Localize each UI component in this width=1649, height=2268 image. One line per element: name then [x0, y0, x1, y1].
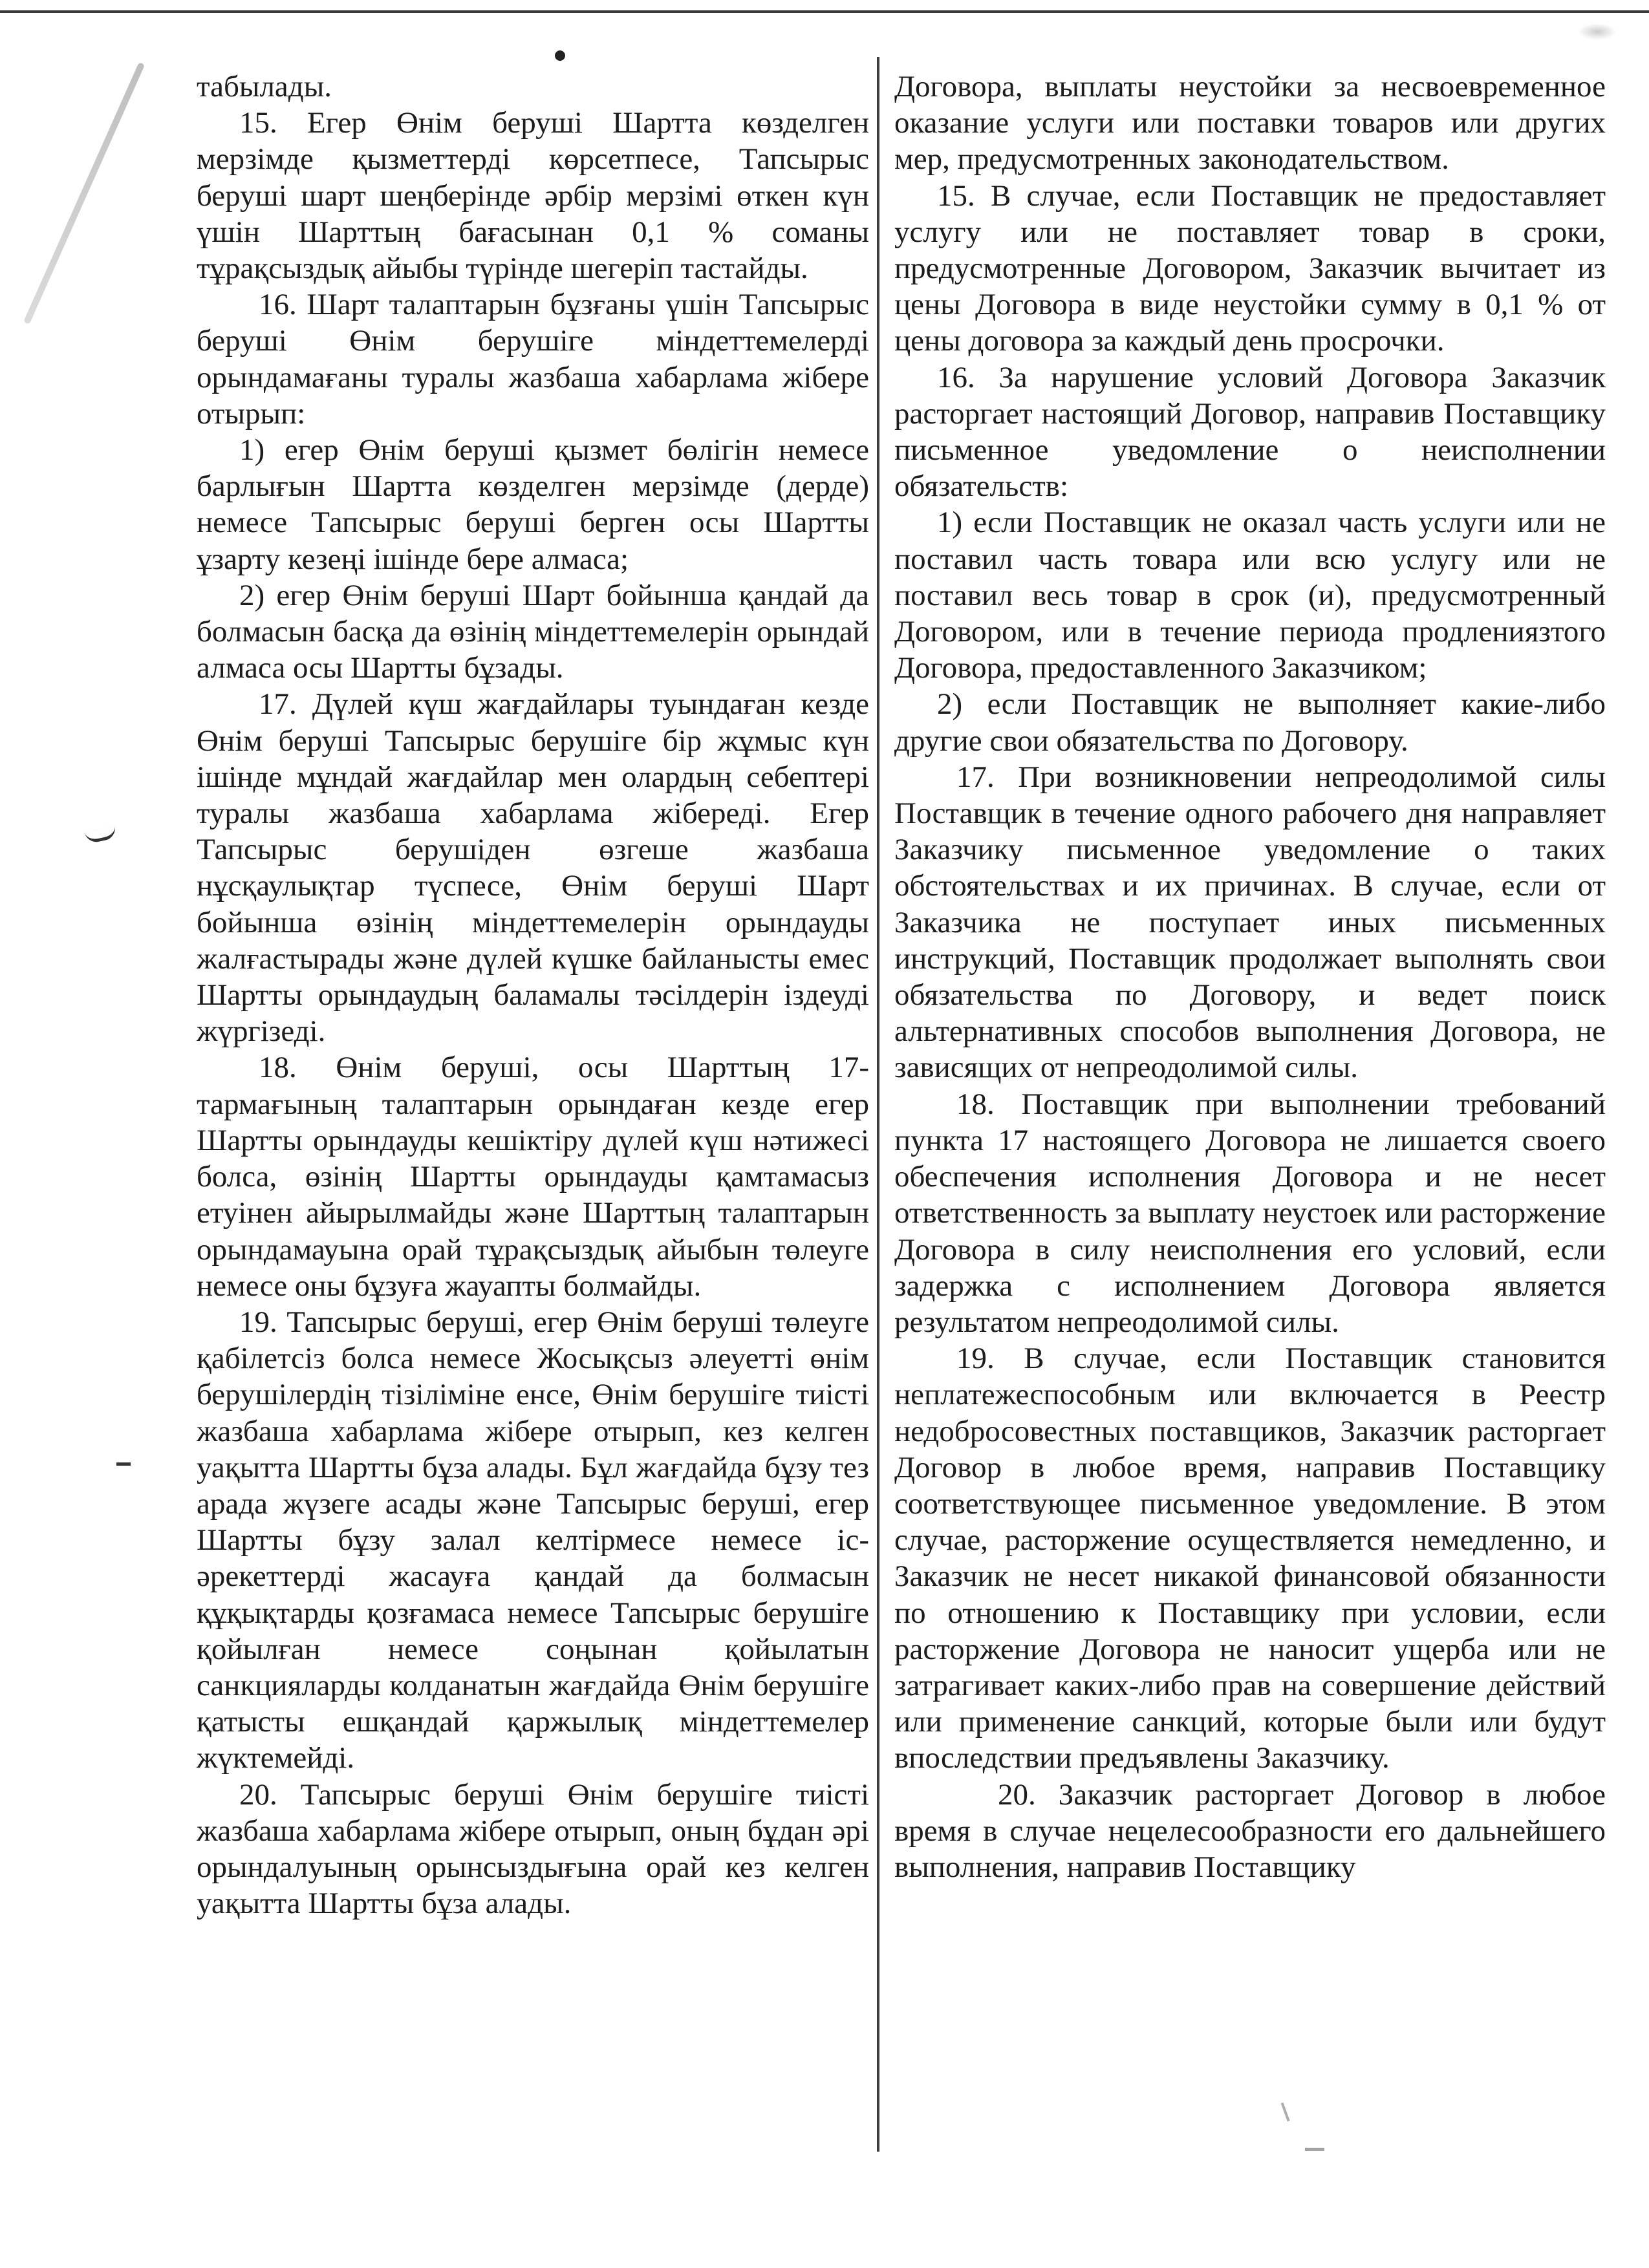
scan-dot-mark — [555, 50, 565, 61]
russian-paragraph: 18. Поставщик при выполнении требований пункта 17 настоящего Договора не лишается своего обеспечения исполнения Договора и не несет ответственность за выплату неустоек или расторжение Договора в силу неисполнения его условий, если задержка с исполнением Договора является результатом непреодолимой силы. — [894, 1087, 1606, 1339]
russian-paragraph: 1) если Поставщик не оказал часть услуги или не поставил часть товара или всю услугу или не поставил весь товар в срок (и), предусмотренный Договором, или в течение периода продлениязтого Договора, предоставленного Заказчиком; — [894, 506, 1606, 685]
scan-footer-mark — [1281, 2097, 1304, 2121]
russian-paragraph: Договора, выплаты неустойки за несвоевременное оказание услуги или поставки товаров или других мер, предусмотренных законодательством. — [894, 70, 1606, 177]
kazakh-paragraph: 1) егер Өнім беруші қызмет бөлігін немесе барлығын Шартта көзделген мерзімде (дерде) немесе Тапсырыс беруші берген осы Шартты ұзарту кезеңі ішінде бере алмаса; — [197, 433, 869, 576]
russian-text-column — [894, 69, 1606, 1885]
scan-footer-dash — [1305, 2148, 1324, 2151]
russian-paragraph: 16. За нарушение условий Договора Заказчик расторгает настоящий Договор, направив Поставщику письменное уведомление о неисполнении обязательств: — [894, 360, 1606, 504]
column-divider — [877, 57, 879, 2152]
scan-smudge — [1578, 23, 1617, 40]
russian-paragraph: 15. В случае, если Поставщик не предоставляет услугу или не поставляет товар в сроки, предусмотренные Договором, Заказчик вычитает из цены Договора в виде неустойки сумму в 0,1 % от цены договора за каждый день просрочки. — [894, 178, 1606, 358]
kazakh-paragraph: 17. Дүлей күш жағдайлары туындаған кезде Өнім беруші Тапсырыс берушіге бір жұмыс күн ішінде мұндай жағдайлар мен олардың себептері туралы жазбаша хабарлама жібереді. Егер Тапсырыс берушіден өзгеше жазбаша нұсқаулықтар түспесе, Өнім беруші Шарт бойынша өзінің міндеттемелерін орындауды жалғастырады және дүлей күшке байланысты емес Шартты орындаудың баламалы тәсілдерін іздеуді жүргізеді. — [197, 687, 869, 1049]
kazakh-paragraph: 16. Шарт талаптарын бұзғаны үшін Тапсырыс беруші Өнім берушіге міндеттемелерді орындамағаны туралы жазбаша хабарлама жібере отырып: — [197, 288, 869, 431]
russian-paragraph: 17. При возникновении непреодолимой силы Поставщик в течение одного рабочего дня направляет Заказчику письменное уведомление о таких обстоятельствах и их причинах. В случае, если от Заказчика не поступает иных письменных инструкций, Поставщик продолжает выполнять свои обязательства по Договору, и ведет поиск альтернативных способов выполнения Договора, не зависящих от непреодолимой силы. — [894, 760, 1606, 1085]
kazakh-paragraph: 20. Тапсырыс беруші Өнім берушіге тиісті жазбаша хабарлама жібере отырып, оның бұдан әрі орындалуының орынсыздығына орай кез келген уақытта Шартты бұза алады. — [197, 1777, 869, 1921]
russian-paragraph: 20. Заказчик расторгает Договор в любое время в случае нецелесообразности его дальнейшего выполнения, направив Поставщику — [894, 1777, 1606, 1884]
scan-scratch-mark — [23, 62, 145, 325]
kazakh-paragraph: 18. Өнім беруші, осы Шарттың 17-тармағының талаптарын орындаған кезде егер Шартты орындауды кешіктіру дүлей күш нәтижесі болса, өзінің Шартты орындауды қамтамасыз етуінен айырылмайды және Шарттың талаптарын орындамауына орай тұрақсыздық айыбын төлеуге немесе оны бұзуға жауапты болмайды. — [197, 1051, 869, 1303]
kazakh-paragraph: 15. Егер Өнім беруші Шартта көзделген мерзімде қызметтерді көрсетпесе, Тапсырыс беруші шарт шеңберінде әрбір мерзімі өткен күн үшін Шарттың бағасынан 0,1 % соманы тұрақсыздық айыбы түрінде шегеріп тастайды. — [197, 106, 869, 286]
russian-paragraph: 2) если Поставщик не выполняет какие-либо другие свои обязательства по Договору. — [894, 687, 1606, 758]
russian-paragraph: 19. В случае, если Поставщик становится неплатежеспособным или включается в Реестр недобросовестных поставщиков, Заказчик расторгает Договор в любое время, направив Поставщику соответствующее письменное уведомление. В этом случае, расторжение осуществляется немедленно, и Заказчик не несет никакой финансовой обязанности по отношению к Поставщику при условии, если расторжение Договора не наносит ущерба или не затрагивает каких-либо прав на совершение действий или применение санкций, которые были или будут впоследствии предъявлены Заказчику. — [894, 1342, 1606, 1775]
scan-margin-dash — [116, 1462, 131, 1466]
scan-margin-mark — [85, 826, 118, 844]
kazakh-paragraph: 2) егер Өнім беруші Шарт бойынша қандай да болмасын басқа да өзінің міндеттемелерін орындай алмаса осы Шартты бұзады. — [197, 578, 869, 685]
kazakh-paragraph: 19. Тапсырыс беруші, егер Өнім беруші төлеуге қабілетсіз болса немесе Жосықсыз әлеуетті өнім берушілердің тізіліміне енсе, Өнім берушіге тиісті жазбаша хабарлама жібере отырып, кез келген уақытта Шартты бұза алады. Бұл жағдайда бұзу тез арада жүзеге асады және Тапсырыс беруші, егер Шартты бұзу залал келтірмесе немесе іс-әрекеттерді жасауға қандай да болмасын құқықтарды қозғамаса немесе Тапсырыс берушіге қойылған немесе соңынан қойылатын санкцияларды колданатын жағдайда Өнім берушіге қатысты ешқандай қаржылық міндеттемелер жүктемейді. — [197, 1305, 869, 1775]
top-border-line — [0, 10, 1649, 13]
kazakh-text-column — [197, 69, 869, 1921]
kazakh-paragraph: табылады. — [197, 70, 332, 103]
